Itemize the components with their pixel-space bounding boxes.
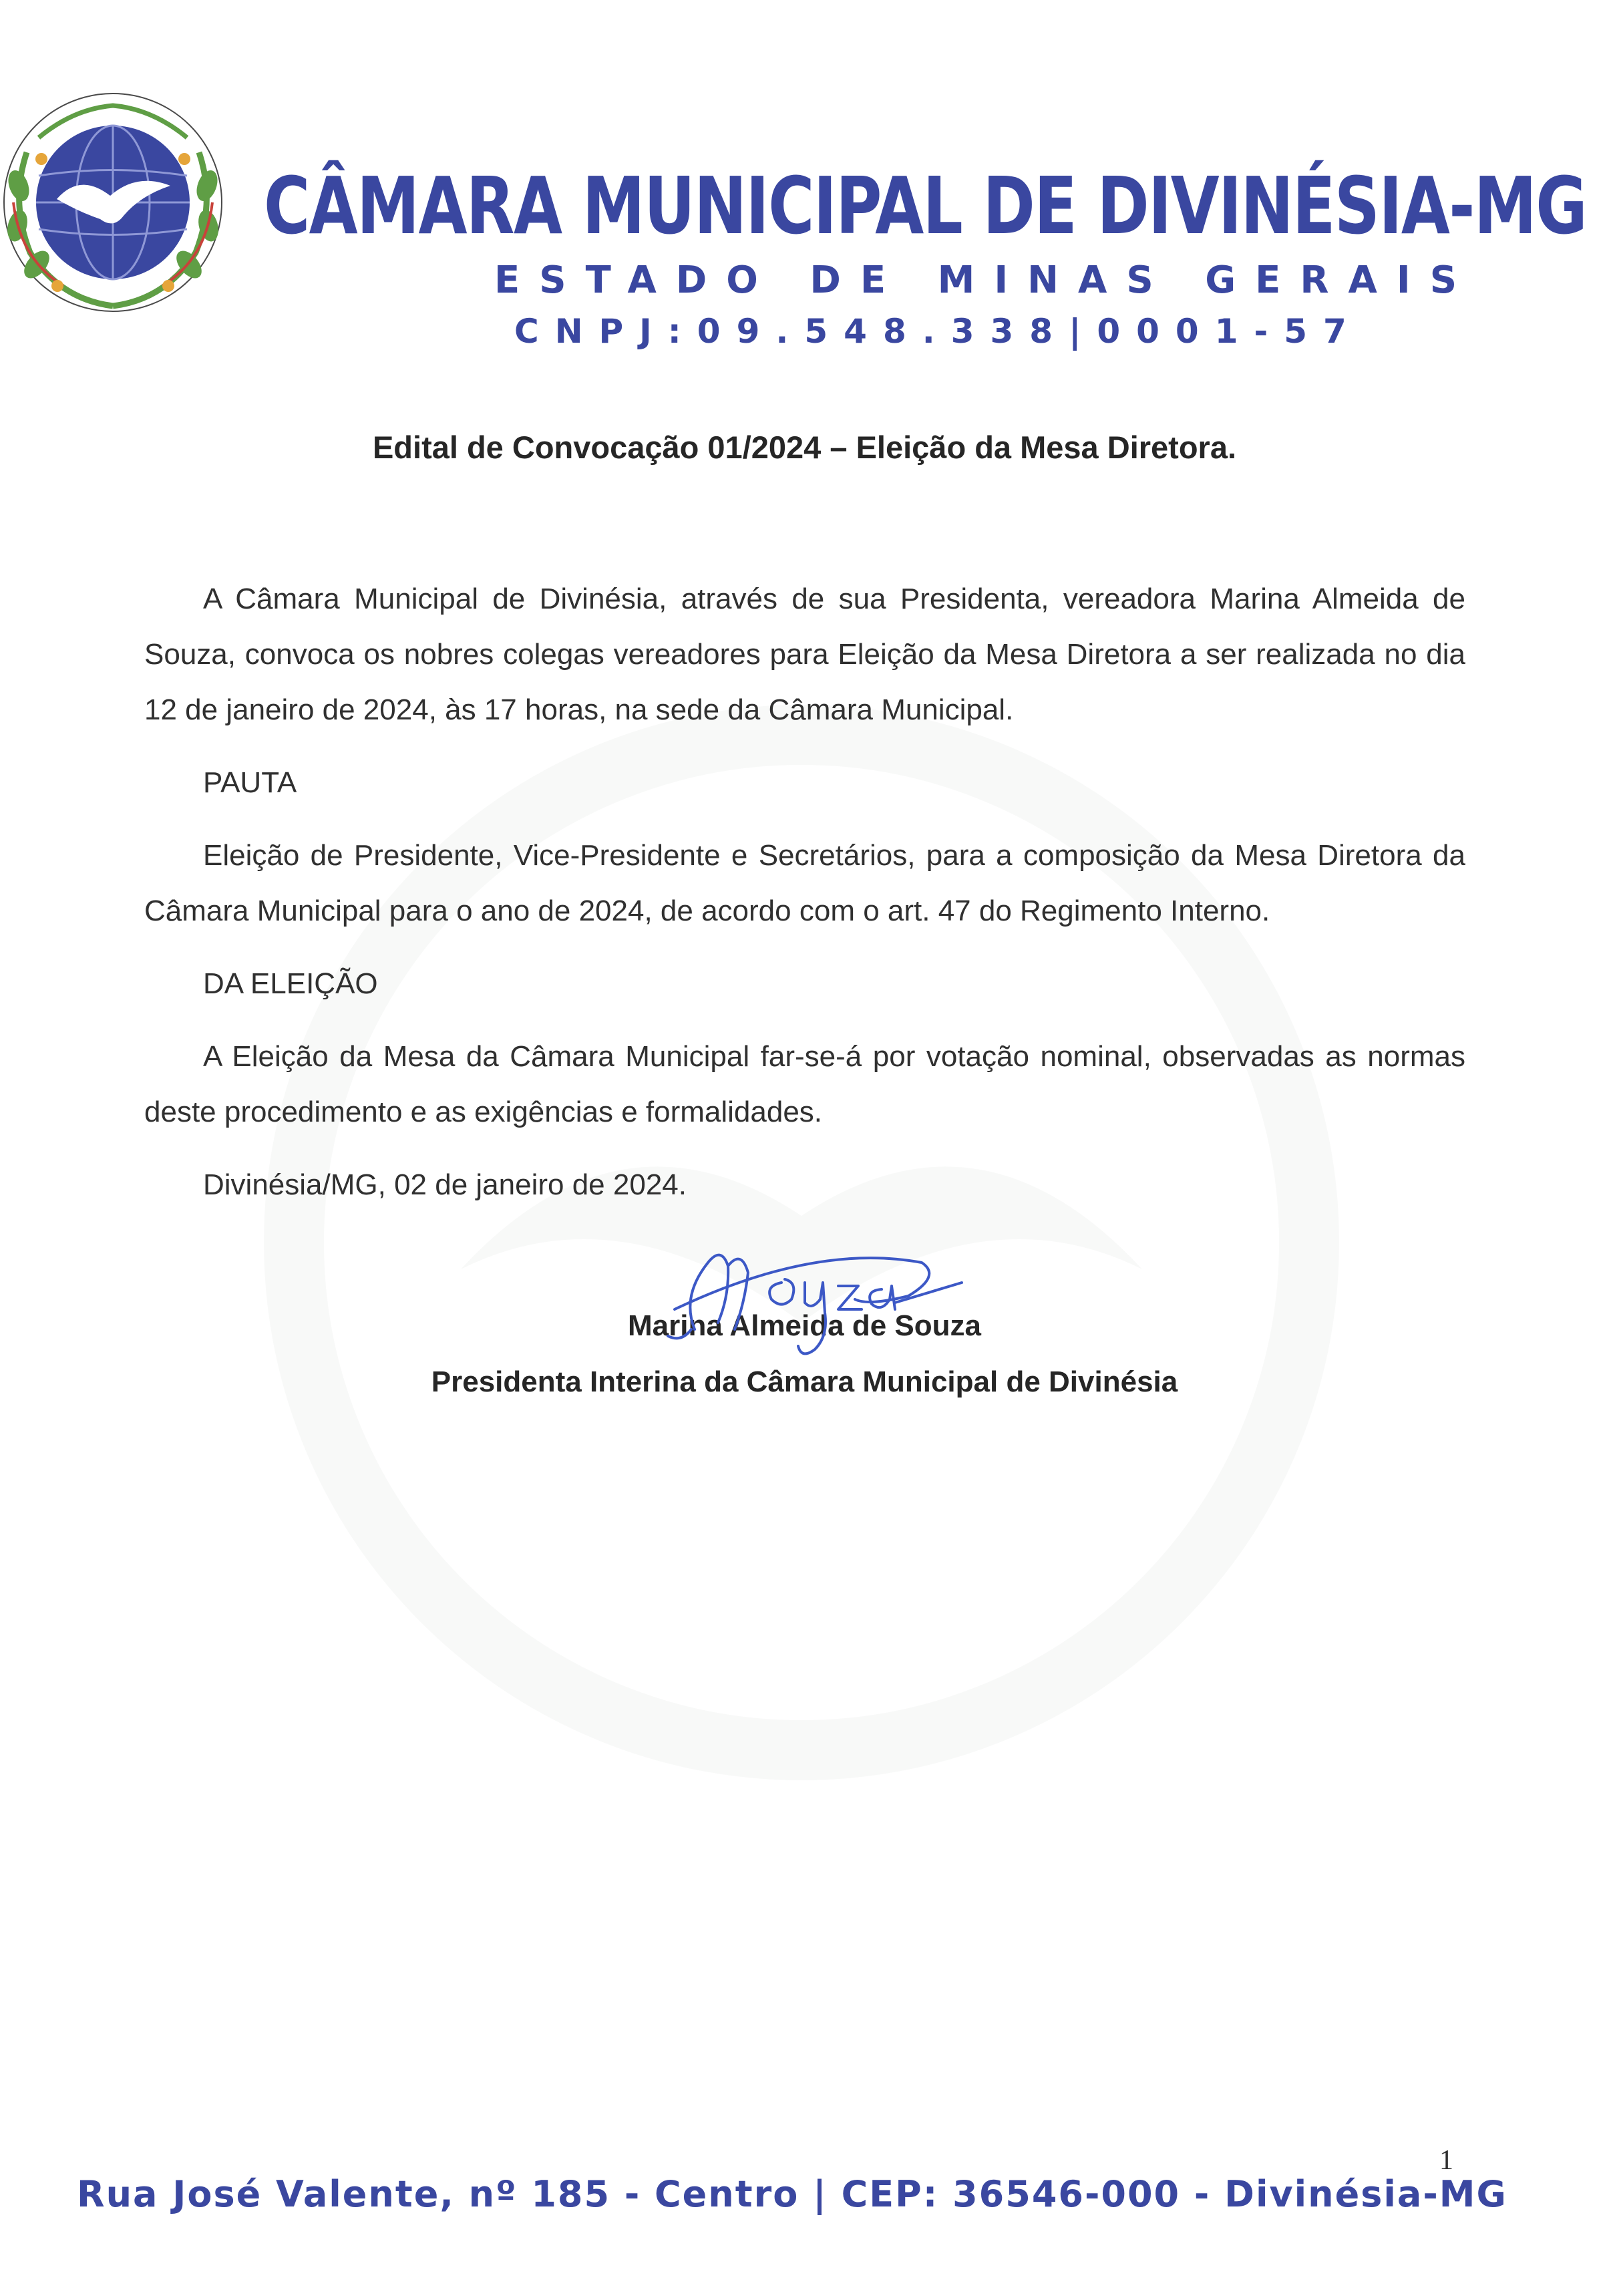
handwritten-signature xyxy=(655,1236,975,1379)
org-cnpj: CNPJ:09.548.338|0001-57 xyxy=(514,312,1363,351)
camara-logo-emblem xyxy=(0,86,226,319)
signatory-name: Marina Almeida de Souza xyxy=(628,1309,981,1342)
section-heading-eleicao: DA ELEIÇÃO xyxy=(203,967,378,1000)
eleicao-paragraph: A Eleição da Mesa da Câmara Municipal far-se-á por votação nominal, observadas as normas deste procedimento e as exigências e formalidades. xyxy=(144,1040,1465,1128)
page-number: 1 xyxy=(1439,2145,1453,2176)
section-heading-pauta: PAUTA xyxy=(203,766,297,799)
footer-address: Rua José Valente, nº 185 - Centro | CEP: 36546-000 - Divinésia-MG xyxy=(77,2173,1507,2215)
intro-paragraph: A Câmara Municipal de Divinésia, através de sua Presidenta, vereadora Marina Almeida de Souza, convoca os nobres colegas vereadores para Eleição da Mesa Diretora a ser realizada no dia 12 de janeiro de 2024, às 17 horas, na sede da Câmara Municipal. xyxy=(144,583,1465,726)
document-title: Edital de Convocação 01/2024 – Eleição da Mesa Diretora. xyxy=(372,430,1237,465)
org-name-title: CÂMARA MUNICIPAL DE DIVINÉSIA-MG xyxy=(264,160,1587,252)
signatory-role: Presidenta Interina da Câmara Municipal de Divinésia xyxy=(431,1365,1178,1398)
document-body xyxy=(144,571,1465,1230)
org-state-subtitle: ESTADO DE MINAS GERAIS xyxy=(494,259,1477,302)
date-place-line: Divinésia/MG, 02 de janeiro de 2024. xyxy=(203,1168,687,1201)
pauta-paragraph: Eleição de Presidente, Vice-Presidente e Secretários, para a composição da Mesa Diretora da Câmara Municipal para o ano de 2024, de acordo com o art. 47 do Regimento Interno. xyxy=(144,839,1465,927)
